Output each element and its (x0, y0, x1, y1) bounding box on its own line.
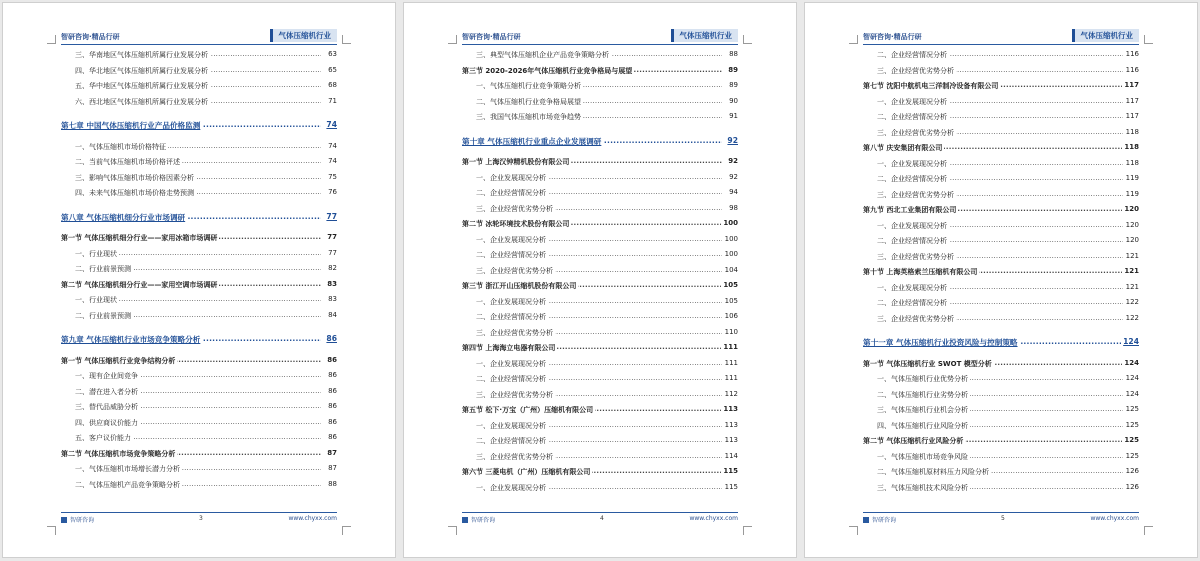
toc-entry-title: 二、企业经营情况分析 (476, 189, 546, 197)
toc-chapter-entry[interactable] (61, 334, 337, 345)
toc-item-entry[interactable] (61, 402, 337, 412)
toc-item-entry[interactable] (863, 405, 1139, 415)
toc-entry-page: 87 (327, 448, 337, 457)
toc-entry-title: 三、企业经营优劣势分析 (877, 252, 954, 261)
toc-entry-page: 105 (723, 281, 738, 289)
toc-entry-title: 四、供应商议价能力 (75, 418, 138, 427)
toc-entry-page: 104 (724, 265, 738, 274)
toc-entry-title: 第十章 气体压缩机行业重点企业发展调研 (462, 136, 602, 146)
toc-entry-title: 第一节 气体压缩机行业 SWOT 模型分析 (863, 359, 992, 368)
toc-entry-page: 105 (724, 296, 738, 305)
toc-entry-title: 二、企业经营情况分析 (877, 237, 947, 245)
toc-section-entry[interactable] (61, 356, 337, 366)
toc-entry-title: 三、影响气体压缩机市场价格因素分析 (75, 173, 194, 182)
toc-item-entry[interactable] (863, 452, 1139, 462)
toc-entry-page: 88 (729, 50, 738, 58)
toc-entry-title: 三、华南地区气体压缩机所属行业发展分析 (75, 51, 208, 59)
toc-entry-page: 76 (328, 188, 337, 196)
toc-item-entry[interactable] (61, 173, 337, 183)
header-rule (863, 44, 1139, 45)
toc-entry-title: 三、企业经营优劣势分析 (877, 66, 954, 75)
toc-entry-page: 118 (1124, 143, 1139, 151)
toc-entry-title: 第三节 浙江开山压缩机股份有限公司 (462, 282, 577, 290)
toc-entry-title: 一、气体压缩机市场竞争风险 (877, 452, 968, 461)
toc-entry-page: 86 (326, 334, 337, 343)
toc-entry-page: 77 (326, 211, 337, 221)
toc-entry-page: 125 (1125, 451, 1139, 460)
footer-logo (61, 515, 94, 524)
toc-entry-title: 一、企业发展现况分析 (877, 283, 947, 292)
toc-entry-title: 一、气体压缩机行业优势分析 (877, 375, 968, 383)
toc-entry-title: 一、行业现状 (75, 249, 117, 258)
toc-entry-title: 第八章 气体压缩机细分行业市场调研 (61, 212, 186, 222)
toc-entry-title: 四、华北地区气体压缩机所属行业发展分析 (75, 66, 208, 75)
page-footer (863, 515, 1139, 527)
page-4 (403, 2, 797, 558)
toc-entry-page: 121 (1125, 251, 1139, 260)
toc-entry-title: 二、企业经营情况分析 (476, 437, 546, 445)
toc-entry-title: 六、西北地区气体压缩机所属行业发展分析 (75, 97, 208, 106)
crop-mark (849, 35, 858, 44)
toc-item-entry[interactable] (61, 142, 337, 152)
toc-entry-title: 四、气体压缩机行业风险分析 (877, 421, 968, 430)
toc-entry-page: 87 (328, 464, 337, 472)
toc-chapter-entry[interactable] (863, 337, 1139, 348)
toc-item-entry[interactable] (462, 297, 738, 307)
toc-item-entry[interactable] (462, 390, 738, 400)
toc-entry-title: 二、企业经营情况分析 (476, 251, 546, 259)
toc-entry-title: 二、气体压缩机行业劣势分析 (877, 390, 968, 399)
toc-entry-page: 98 (729, 203, 738, 212)
toc-entry-title: 二、气体压缩机原材料压力风险分析 (877, 468, 989, 476)
toc-entry-page: 92 (728, 157, 738, 165)
toc-entry-page: 86 (327, 355, 337, 364)
toc-item-entry[interactable] (61, 387, 337, 397)
toc-item-entry[interactable] (863, 314, 1139, 324)
toc-item-entry[interactable] (61, 295, 337, 305)
footer-logo-text: 智研咨询 (70, 517, 95, 524)
toc-chapter-entry[interactable] (61, 120, 337, 131)
toc-entry-page: 122 (1125, 313, 1139, 322)
page-header (462, 29, 738, 45)
toc-entry-page: 112 (724, 389, 738, 398)
toc-entry-title: 三、企业经营优劣势分析 (877, 314, 954, 323)
toc-entry-page: 100 (723, 219, 738, 227)
toc-entry-page: 94 (729, 188, 738, 196)
page-3 (2, 2, 396, 558)
toc-entry-title: 二、气体压缩机行业竞争格局展望 (476, 97, 581, 106)
toc-item-entry[interactable] (863, 467, 1139, 477)
toc-entry-title: 二、企业经营情况分析 (877, 113, 947, 121)
toc-entry-page: 74 (328, 157, 337, 165)
toc-entry-page: 68 (328, 81, 337, 89)
footer-url: www.chyxx.com (288, 515, 337, 522)
toc-section-entry[interactable] (61, 280, 337, 290)
toc-item-entry[interactable] (462, 50, 738, 60)
footer-logo (462, 515, 495, 524)
logo-icon (863, 517, 869, 523)
toc-entry-page: 111 (723, 343, 738, 351)
toc-entry-page: 116 (1125, 65, 1139, 74)
toc-section-entry[interactable] (863, 205, 1139, 215)
header-industry-tag: 气体压缩机行业 (671, 29, 739, 42)
toc-entry-page: 86 (328, 386, 337, 395)
toc-item-entry[interactable] (863, 112, 1139, 122)
crop-mark (342, 526, 351, 535)
toc-item-entry[interactable] (863, 159, 1139, 169)
toc-entry-title: 三、企业经营优劣势分析 (476, 266, 553, 275)
toc-entry-title: 二、当前气体压缩机市场价格评述 (75, 158, 180, 166)
toc-entry-page: 89 (728, 65, 738, 74)
toc-section-entry[interactable] (462, 157, 738, 167)
toc-entry-title: 第七节 沈阳中航机电三洋制冷设备有限公司 (863, 82, 999, 90)
toc-entry-title: 二、气体压缩机产品竞争策略分析 (75, 480, 180, 489)
toc-item-entry[interactable] (462, 188, 738, 198)
toc-entry-page: 106 (724, 312, 738, 320)
footer-rule (863, 512, 1139, 513)
toc-entry-page: 90 (729, 96, 738, 105)
crop-mark (743, 35, 752, 44)
header-rule (462, 44, 738, 45)
toc-item-entry[interactable] (462, 483, 738, 493)
toc-entry-page: 63 (328, 50, 337, 58)
toc-entry-title: 五、华中地区气体压缩机所属行业发展分析 (75, 82, 208, 90)
toc-item-entry[interactable] (462, 204, 738, 214)
toc-entry-page: 86 (328, 417, 337, 426)
toc-item-entry[interactable] (863, 128, 1139, 138)
toc-item-entry[interactable] (863, 298, 1139, 308)
toc-entry-title: 二、企业经营情况分析 (877, 51, 947, 59)
toc-entry-title: 四、未来气体压缩机市场价格走势预测 (75, 189, 194, 197)
toc-entry-title: 二、行业前景预测 (75, 265, 131, 273)
toc-entry-title: 一、企业发展现况分析 (476, 359, 546, 368)
toc-entry-page: 121 (1124, 267, 1139, 275)
toc-entry-title: 一、气体压缩机行业竞争策略分析 (476, 82, 581, 90)
toc-item-entry[interactable] (863, 252, 1139, 262)
toc-section-entry[interactable] (863, 436, 1139, 446)
logo-icon (61, 517, 67, 523)
toc-entry-page: 126 (1125, 482, 1139, 491)
toc-entry-title: 三、企业经营优劣势分析 (476, 390, 553, 399)
toc-entry-page: 86 (328, 371, 337, 379)
toc-item-entry[interactable] (462, 173, 738, 183)
toc-item-entry[interactable] (462, 374, 738, 384)
page-header (61, 29, 337, 45)
toc-section-entry[interactable] (863, 267, 1139, 277)
toc-entry-title: 第七章 中国气体压缩机行业产品价格监测 (61, 121, 201, 130)
crop-mark (342, 35, 351, 44)
toc-entry-page: 120 (1124, 205, 1139, 213)
toc-item-entry[interactable] (863, 421, 1139, 431)
toc-item-entry[interactable] (462, 250, 738, 260)
toc-entry-title: 第十一章 气体压缩机行业投资风险与控制策略 (863, 338, 1018, 347)
toc-entry-title: 一、企业发展现况分析 (476, 235, 546, 244)
toc-entry-page: 115 (724, 482, 738, 491)
toc-entry-title: 二、企业经营情况分析 (476, 375, 546, 383)
toc-entry-title: 一、现有企业间竞争 (75, 372, 138, 380)
toc-entry-page: 71 (328, 96, 337, 105)
toc-entry-page: 122 (1125, 298, 1139, 306)
toc-item-entry[interactable] (61, 418, 337, 428)
toc-entry-title: 一、企业发展现况分析 (476, 421, 546, 430)
toc-section-entry[interactable] (462, 467, 738, 477)
toc-item-entry[interactable] (863, 390, 1139, 400)
toc-entry-page: 118 (1125, 158, 1139, 167)
toc-entry-page: 124 (1125, 389, 1139, 398)
toc-item-entry[interactable] (462, 436, 738, 446)
toc-entry-title: 二、行业前景预测 (75, 311, 131, 320)
crop-mark (47, 526, 56, 535)
toc-entry-title: 一、企业发展现况分析 (877, 97, 947, 106)
toc-entry-title: 二、企业经营情况分析 (877, 299, 947, 307)
footer-logo-text: 智研咨询 (872, 517, 897, 524)
toc-item-entry[interactable] (61, 97, 337, 107)
toc-item-entry[interactable] (61, 464, 337, 474)
toc-item-entry[interactable] (462, 266, 738, 276)
toc-chapter-entry[interactable] (462, 136, 738, 147)
toc-entry-title: 一、企业发展现况分析 (476, 297, 546, 306)
toc-chapter-entry[interactable] (61, 212, 337, 223)
toc-entry-title: 三、典型气体压缩机企业产品竞争策略分析 (476, 51, 609, 59)
page-number: 3 (199, 515, 203, 522)
toc-entry-title: 一、企业发展现况分析 (476, 483, 546, 492)
toc-entry-title: 二、企业经营情况分析 (476, 313, 546, 321)
toc-entry-title: 三、气体压缩机行业机会分析 (877, 406, 968, 414)
toc-item-entry[interactable] (61, 480, 337, 490)
toc-entry-title: 三、企业经营优劣势分析 (476, 452, 553, 461)
toc-entry-title: 二、企业经营情况分析 (877, 175, 947, 183)
toc-entry-title: 三、替代品威胁分析 (75, 403, 138, 411)
toc-entry-page: 100 (724, 250, 738, 258)
toc-entry-page: 65 (328, 65, 337, 74)
toc-entry-page: 119 (1125, 189, 1139, 198)
toc-entry-page: 88 (328, 479, 337, 488)
toc-entry-title: 一、行业现状 (75, 296, 117, 304)
toc-item-entry[interactable] (462, 81, 738, 91)
page-footer (61, 515, 337, 527)
toc-entry-title: 三、企业经营优劣势分析 (476, 328, 553, 337)
toc-entry-page: 120 (1125, 220, 1139, 229)
toc-entry-page: 124 (1124, 358, 1139, 367)
toc-entry-page: 92 (727, 135, 738, 145)
toc-item-entry[interactable] (61, 81, 337, 91)
crop-mark (1144, 526, 1153, 535)
toc-entry-title: 一、企业发展现况分析 (877, 221, 947, 230)
page-number: 5 (1001, 515, 1005, 522)
toc-entry-title: 三、气体压缩机技术风险分析 (877, 483, 968, 492)
header-brand: 智研咨询·精品行研 (462, 33, 521, 41)
toc-section-entry[interactable] (863, 359, 1139, 369)
toc-entry-title: 三、企业经营优劣势分析 (476, 204, 553, 213)
toc-entry-title: 第二节 气体压缩机细分行业——家用空调市场调研 (61, 280, 218, 289)
toc-entry-page: 118 (1125, 127, 1139, 136)
crop-mark (448, 35, 457, 44)
page-number: 4 (600, 515, 604, 522)
toc-entry-page: 119 (1125, 174, 1139, 182)
toc-entry-title: 第二节 冰轮环境技术股份有限公司 (462, 220, 570, 228)
header-industry-tag: 气体压缩机行业 (270, 29, 338, 42)
toc-entry-title: 一、气体压缩机市场增长潜力分析 (75, 465, 180, 473)
toc-entry-page: 89 (729, 81, 738, 89)
toc-item-entry[interactable] (462, 112, 738, 122)
toc-item-entry[interactable] (863, 174, 1139, 184)
toc-entry-title: 一、企业发展现况分析 (877, 159, 947, 168)
toc-entry-page: 75 (328, 172, 337, 181)
toc-entry-page: 113 (724, 420, 738, 429)
footer-logo-text: 智研咨询 (471, 517, 496, 524)
toc-entry-page: 111 (724, 358, 738, 367)
footer-rule (61, 512, 337, 513)
toc-item-entry[interactable] (863, 483, 1139, 493)
toc-item-entry[interactable] (61, 157, 337, 167)
toc-entry-title: 第九章 气体压缩机行业市场竞争策略分析 (61, 335, 201, 344)
toc-entry-page: 113 (723, 405, 738, 413)
toc-entry-title: 一、企业发展现况分析 (476, 173, 546, 182)
toc-item-entry[interactable] (61, 371, 337, 381)
crop-mark (849, 526, 858, 535)
page-5 (804, 2, 1198, 558)
toc-section-entry[interactable] (462, 405, 738, 415)
toc-section-entry[interactable] (61, 233, 337, 243)
toc-section-entry[interactable] (462, 343, 738, 353)
crop-mark (1144, 35, 1153, 44)
toc-item-entry[interactable] (61, 249, 337, 259)
crop-mark (743, 526, 752, 535)
header-rule (61, 44, 337, 45)
crop-mark (448, 526, 457, 535)
toc-entry-page: 125 (1125, 405, 1139, 413)
toc-entry-title: 第四节 上海海立电器有限公司 (462, 344, 556, 352)
toc-section-entry[interactable] (462, 219, 738, 229)
toc-item-entry[interactable] (462, 452, 738, 462)
toc-item-entry[interactable] (462, 359, 738, 369)
toc-item-entry[interactable] (61, 50, 337, 60)
crop-mark (47, 35, 56, 44)
toc-section-entry[interactable] (863, 81, 1139, 91)
toc-entry-page: 111 (724, 374, 738, 382)
toc-item-entry[interactable] (462, 328, 738, 338)
toc-item-entry[interactable] (462, 235, 738, 245)
toc-item-entry[interactable] (61, 311, 337, 321)
toc-entry-page: 77 (327, 233, 337, 241)
footer-url: www.chyxx.com (689, 515, 738, 522)
toc-item-entry[interactable] (462, 97, 738, 107)
toc-section-entry[interactable] (863, 143, 1139, 153)
toc-item-entry[interactable] (863, 97, 1139, 107)
toc-item-entry[interactable] (863, 50, 1139, 60)
toc-section-entry[interactable] (61, 449, 337, 459)
toc-item-entry[interactable] (61, 433, 337, 443)
toc-entry-title: 三、企业经营优劣势分析 (877, 128, 954, 137)
toc-entry-page: 120 (1125, 236, 1139, 244)
toc-entry-page: 86 (328, 433, 337, 441)
toc-entry-title: 第一节 上海汉钟精机股份有限公司 (462, 158, 570, 166)
toc-entry-page: 113 (724, 436, 738, 444)
toc-item-entry[interactable] (462, 312, 738, 322)
toc-entry-page: 82 (328, 264, 337, 272)
toc-entry-title: 一、气体压缩机市场价格特征 (75, 142, 166, 151)
toc-entry-title: 第九节 西北工业集团有限公司 (863, 206, 957, 214)
toc-item-entry[interactable] (863, 66, 1139, 76)
toc-entry-page: 117 (1125, 112, 1139, 120)
toc-entry-title: 第十节 上海英格索兰压缩机有限公司 (863, 268, 978, 276)
toc-entry-page: 86 (328, 402, 337, 410)
toc-entry-page: 84 (328, 310, 337, 319)
toc-entry-page: 83 (328, 295, 337, 303)
toc-entry-page: 114 (724, 451, 738, 460)
toc-entry-page: 100 (724, 234, 738, 243)
toc-entry-title: 第一节 气体压缩机细分行业——家用冰箱市场调研 (61, 234, 218, 242)
toc-item-entry[interactable] (863, 283, 1139, 293)
toc-entry-page: 77 (328, 248, 337, 257)
toc-entry-page: 124 (1123, 337, 1139, 346)
header-brand: 智研咨询·精品行研 (863, 33, 922, 41)
toc-entry-page: 74 (326, 120, 337, 129)
toc-entry-page: 117 (1124, 81, 1139, 89)
footer-rule (462, 512, 738, 513)
toc-entry-page: 125 (1125, 420, 1139, 429)
toc-item-entry[interactable] (863, 236, 1139, 246)
header-brand: 智研咨询·精品行研 (61, 33, 120, 41)
toc-entry-page: 74 (328, 141, 337, 150)
toc-entry-page: 116 (1125, 50, 1139, 58)
toc-entry-page: 110 (724, 327, 738, 336)
page-header (863, 29, 1139, 45)
toc-entry-page: 124 (1125, 374, 1139, 382)
toc-entry-title: 五、客户议价能力 (75, 434, 131, 442)
toc-entry-title: 三、企业经营优劣势分析 (877, 190, 954, 199)
toc-entry-page: 92 (729, 172, 738, 181)
toc-entry-page: 117 (1125, 96, 1139, 105)
toc-entry-title: 第三节 2020-2026年气体压缩机行业竞争格局与展望 (462, 66, 633, 75)
toc-item-entry[interactable] (61, 264, 337, 274)
page-footer (462, 515, 738, 527)
toc-entry-page: 115 (723, 467, 738, 475)
toc-entry-page: 126 (1125, 467, 1139, 475)
toc-item-entry[interactable] (863, 221, 1139, 231)
toc-entry-page: 121 (1125, 282, 1139, 291)
toc-entry-title: 第六节 三菱电机（广州）压缩机有限公司 (462, 468, 591, 476)
toc-entry-title: 第八节 庆安集团有限公司 (863, 144, 943, 152)
header-industry-tag: 气体压缩机行业 (1072, 29, 1140, 42)
footer-logo (863, 515, 896, 524)
toc-item-entry[interactable] (462, 421, 738, 431)
toc-item-entry[interactable] (863, 374, 1139, 384)
toc-entry-page: 125 (1124, 436, 1139, 444)
toc-item-entry[interactable] (863, 190, 1139, 200)
toc-entry-title: 第五节 松下·万宝（广州）压缩机有限公司 (462, 406, 594, 414)
toc-item-entry[interactable] (61, 66, 337, 76)
toc-entry-title: 三、我国气体压缩机市场竞争趋势 (476, 113, 581, 121)
logo-icon (462, 517, 468, 523)
toc-item-entry[interactable] (61, 188, 337, 198)
footer-url: www.chyxx.com (1090, 515, 1139, 522)
toc-entry-title: 第二节 气体压缩机行业风险分析 (863, 437, 964, 445)
toc-entry-page: 91 (729, 112, 738, 120)
toc-entry-page: 83 (327, 279, 337, 288)
toc-entry-title: 第一节 气体压缩机行业竞争结构分析 (61, 356, 176, 365)
toc-section-entry[interactable] (462, 66, 738, 76)
toc-entry-title: 二、潜在进入者分析 (75, 387, 138, 396)
toc-entry-title: 第二节 气体压缩机市场竞争策略分析 (61, 449, 176, 458)
toc-section-entry[interactable] (462, 281, 738, 291)
